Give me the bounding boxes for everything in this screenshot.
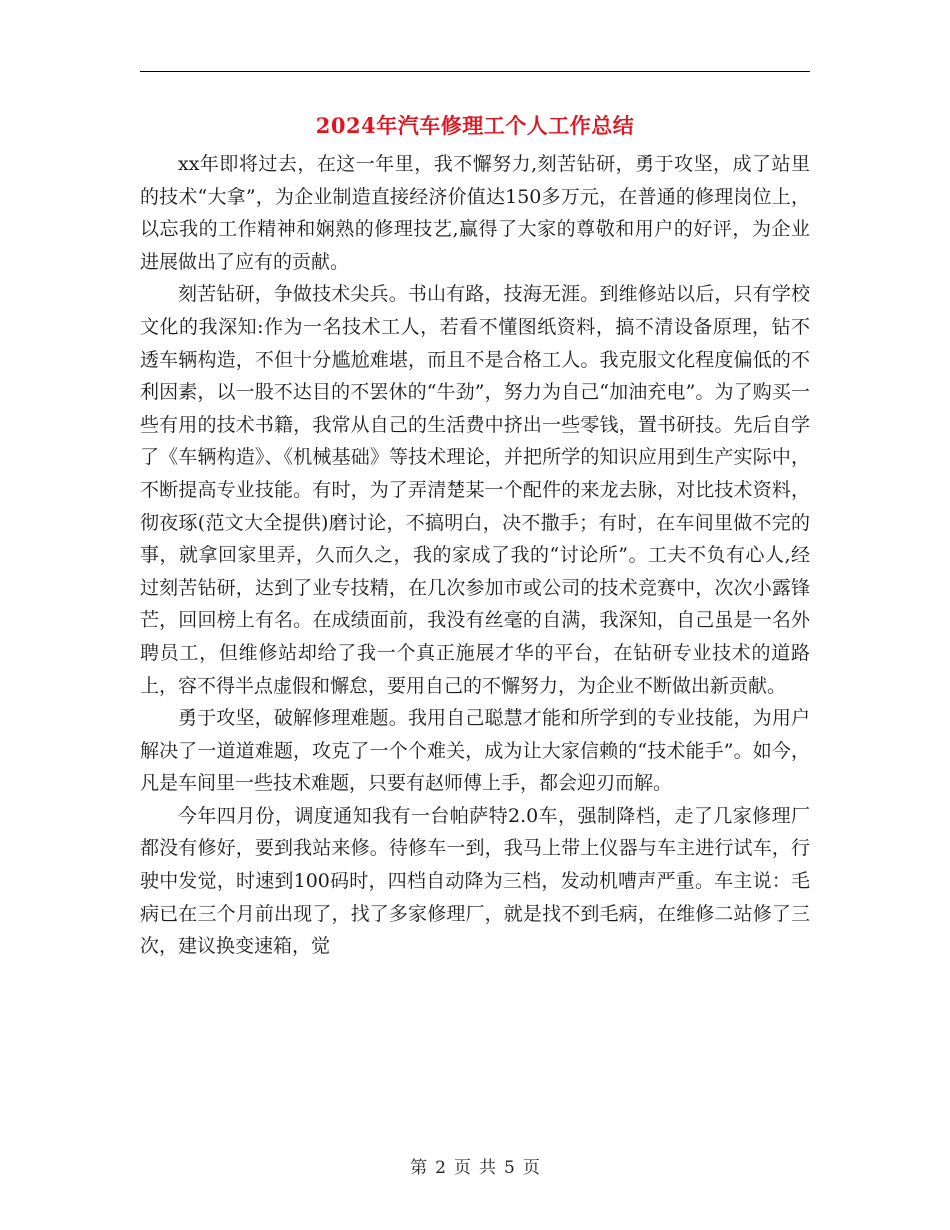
document-title: 2024年汽车修理工个人工作总结	[315, 113, 635, 138]
paragraph-intro: xx年即将过去，在这一年里，我不懈努力,刻苦钻研，勇于攻坚，成了站里的技术“大拿”，为企业制造直接经济价值达150多万元，在普通的修理岗位上，以忘我的工作精神和娴熟的修理技艺,赢得了大家的尊敬和用户的好评，为企业进展做出了应有的贡献。	[140, 153, 810, 273]
footer-total-pages: 5	[504, 1158, 515, 1178]
footer-current-page: 2	[435, 1158, 446, 1178]
document-body	[140, 148, 810, 963]
page-footer	[0, 1153, 950, 1178]
paragraph-case-passat: 今年四月份，调度通知我有一台帕萨特2.0车，强制降档，走了几家修理厂都没有修好，要到我站来修。待修车一到，我马上带上仪器与车主进行试车，行驶中发觉，时速到100码时，四档自动降为三档，发动机嘈声严重。车主说：毛病已在三个月前出现了，找了多家修理厂，就是找不到毛病，在维修二站修了三次，建议换变速箱，觉	[140, 804, 810, 958]
footer-suffix: 页	[522, 1158, 540, 1178]
paragraph-problem-solving: 勇于攻坚，破解修理难题。我用自己聪慧才能和所学到的专业技能，为用户解决了一道道难题，攻克了一个个难关，成为让大家信赖的“技术能手”。如今，凡是车间里一些技术难题，只要有赵师傅上手，都会迎刃而解。	[140, 707, 810, 795]
footer-prefix: 第	[410, 1158, 428, 1178]
paragraph-study: 刻苦钻研，争做技术尖兵。书山有路，技海无涯。到维修站以后，只有学校文化的我深知:作为一名技术工人，若看不懂图纸资料，搞不清设备原理，钻不透车辆构造，不但十分尴尬难堪，而且不是合格工人。我克服文化程度偏低的不利因素，以一股不达目的不罢休的“牛劲”，努力为自己“加油充电”。为了购买一些有用的技术书籍，我常从自己的生活费中挤出一些零钱，置书研技。先后自学了《车辆构造》、《机械基础》等技术理论，并把所学的知识应用到生产实际中，不断提高专业技能。有时，为了弄清楚某一个配件的来龙去脉，对比技术资料，彻夜琢(范文大全提供)磨讨论，不搞明白，决不撒手；有时，在车间里做不完的事，就拿回家里弄，久而久之，我的家成了我的“讨论所”。工夫不负有心人,经过刻苦钻研，达到了业专技精，在几次参加市或公司的技术竞赛中，次次小露锋芒，回回榜上有名。在成绩面前，我没有丝毫的自满，我深知，自己虽是一名外聘员工，但维修站却给了我一个真正施展才华的平台，在钻研专业技术的道路上，容不得半点虚假和懈怠，要用自己的不懈努力，为企业不断做出新贡献。	[140, 283, 810, 697]
footer-total-word: 共	[479, 1158, 496, 1178]
footer-page-word: 页	[454, 1158, 471, 1178]
header-rule	[140, 71, 810, 72]
